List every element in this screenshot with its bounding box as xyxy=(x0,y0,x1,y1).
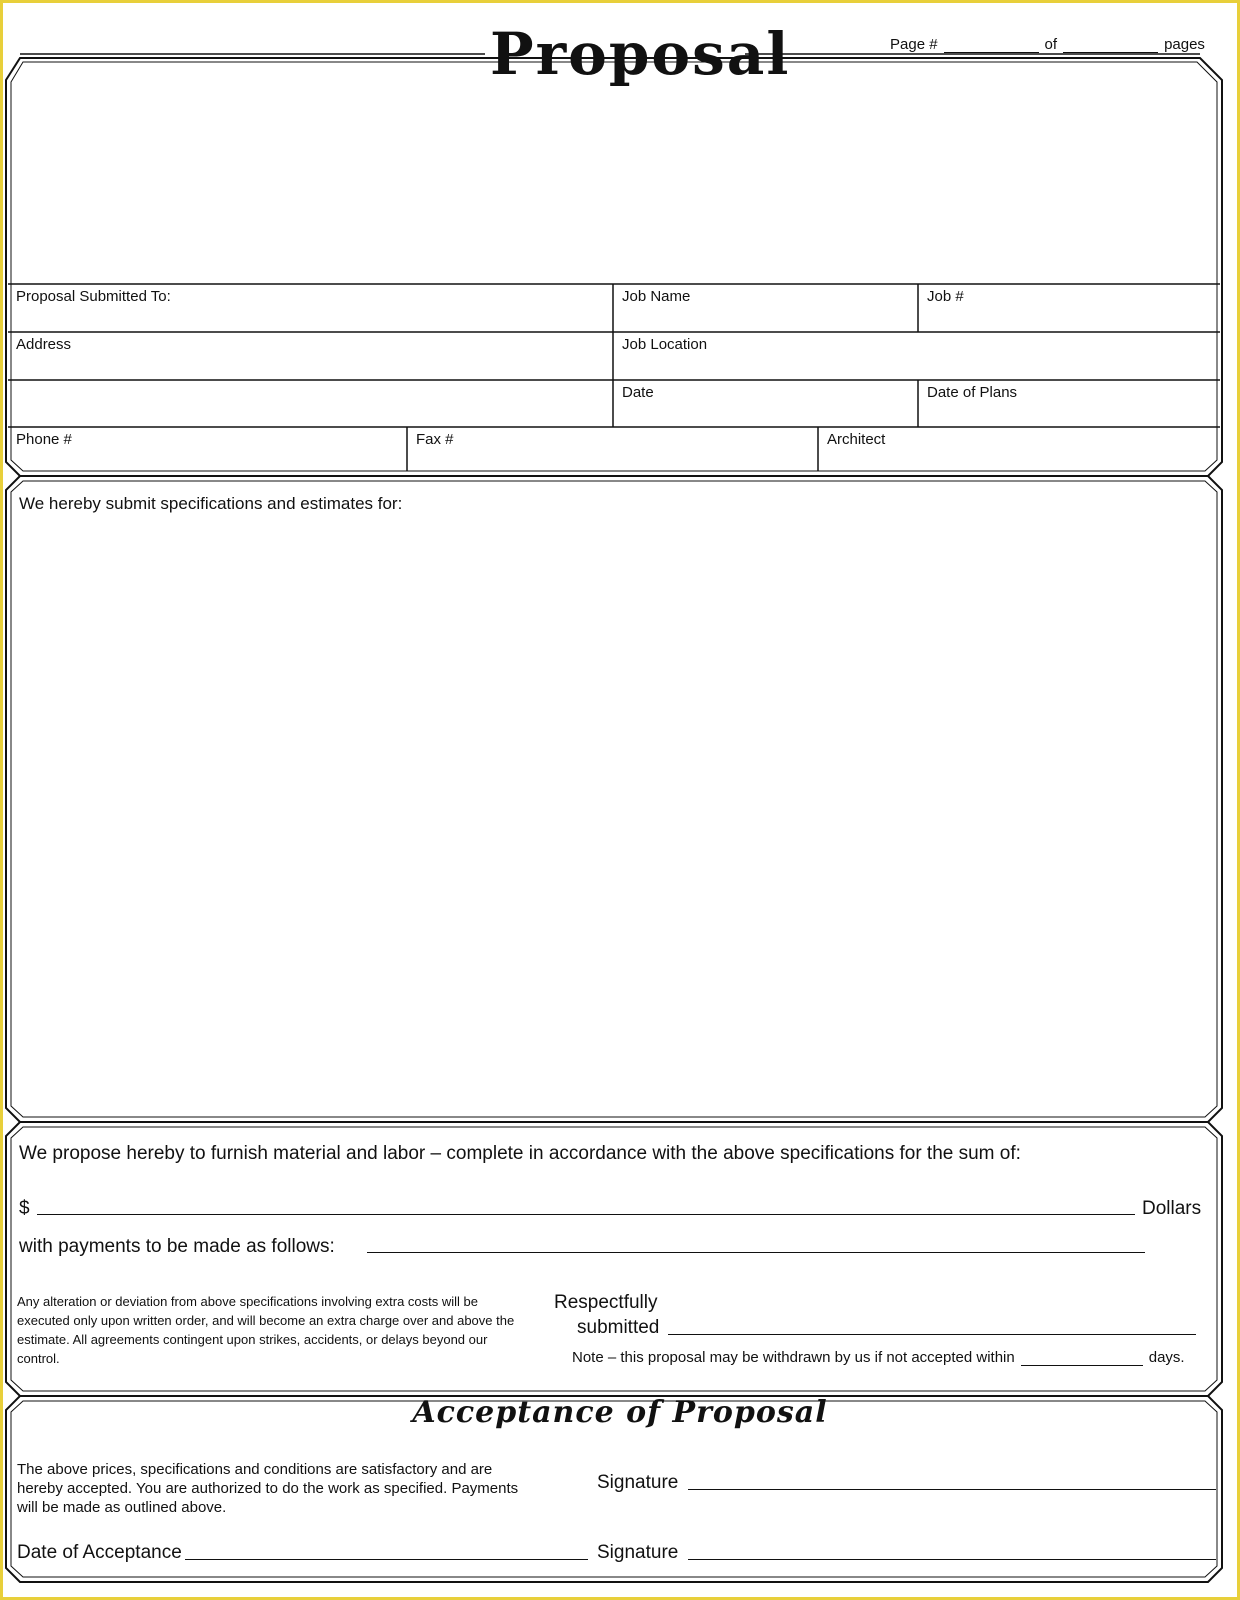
page-number-field[interactable] xyxy=(944,38,1039,53)
dollars-label: Dollars xyxy=(1142,1198,1202,1219)
date-of-acceptance-field[interactable] xyxy=(185,1559,588,1560)
terms-intro: We propose hereby to furnish material and labor – complete in accordance with the above specifications for the sum of: xyxy=(19,1143,1021,1164)
address-label: Address xyxy=(16,336,72,353)
page-label: Page # xyxy=(890,36,938,53)
amount-field[interactable] xyxy=(37,1214,1135,1215)
payments-label: with payments to be made as follows: xyxy=(19,1236,335,1257)
specs-label: We hereby submit specifications and estimates for: xyxy=(19,494,403,513)
signature-1-field[interactable] xyxy=(688,1489,1216,1490)
submitted-label: submitted xyxy=(577,1317,660,1338)
total-pages-field[interactable] xyxy=(1063,38,1158,53)
fax-label: Fax # xyxy=(416,431,454,448)
dollar-sign: $ xyxy=(19,1198,30,1219)
acceptance-title: Acceptance of Proposal xyxy=(412,1395,828,1430)
job-location-label: Job Location xyxy=(622,336,708,353)
job-name-label: Job Name xyxy=(622,288,691,305)
note-text: Note – this proposal may be withdrawn by us if not accepted within xyxy=(572,1349,1015,1366)
section-header-frame xyxy=(6,58,1222,476)
pages-label: pages xyxy=(1164,36,1205,53)
phone-label: Phone # xyxy=(16,431,72,448)
days-label: days. xyxy=(1148,1349,1185,1366)
signature-1-label: Signature xyxy=(597,1472,679,1493)
submitted-to-label: Proposal Submitted To: xyxy=(16,288,171,305)
date-label: Date xyxy=(622,384,654,401)
respectfully-label: Respectfully xyxy=(554,1292,658,1313)
payments-field[interactable] xyxy=(367,1252,1145,1253)
date-of-plans-label: Date of Plans xyxy=(927,384,1018,401)
date-of-acceptance-label: Date of Acceptance xyxy=(17,1542,182,1563)
page-title: Proposal xyxy=(490,20,791,88)
signature-2-field[interactable] xyxy=(688,1559,1216,1560)
page-count xyxy=(890,36,1205,53)
of-label: of xyxy=(1044,36,1058,53)
submitted-signature-field[interactable] xyxy=(668,1334,1196,1335)
disclaimer-text: Any alteration or deviation from above specifications involving extra costs will be executed only upon written order, and will become an extra charge over and above the estimate. All agreements contingent upon strikes, accidents, or delays beyond our control. xyxy=(17,1294,515,1366)
job-number-label: Job # xyxy=(927,288,964,305)
days-field[interactable] xyxy=(1021,1351,1143,1366)
architect-label: Architect xyxy=(827,431,886,448)
withdraw-note xyxy=(572,1349,1185,1366)
specs-area[interactable] xyxy=(19,520,1209,1105)
signature-2-label: Signature xyxy=(597,1542,679,1563)
acceptance-text: The above prices, specifications and conditions are satisfactory and are hereby accepted. You are authorized to do the work as specified. Payments will be made as outlined above. xyxy=(17,1461,519,1516)
